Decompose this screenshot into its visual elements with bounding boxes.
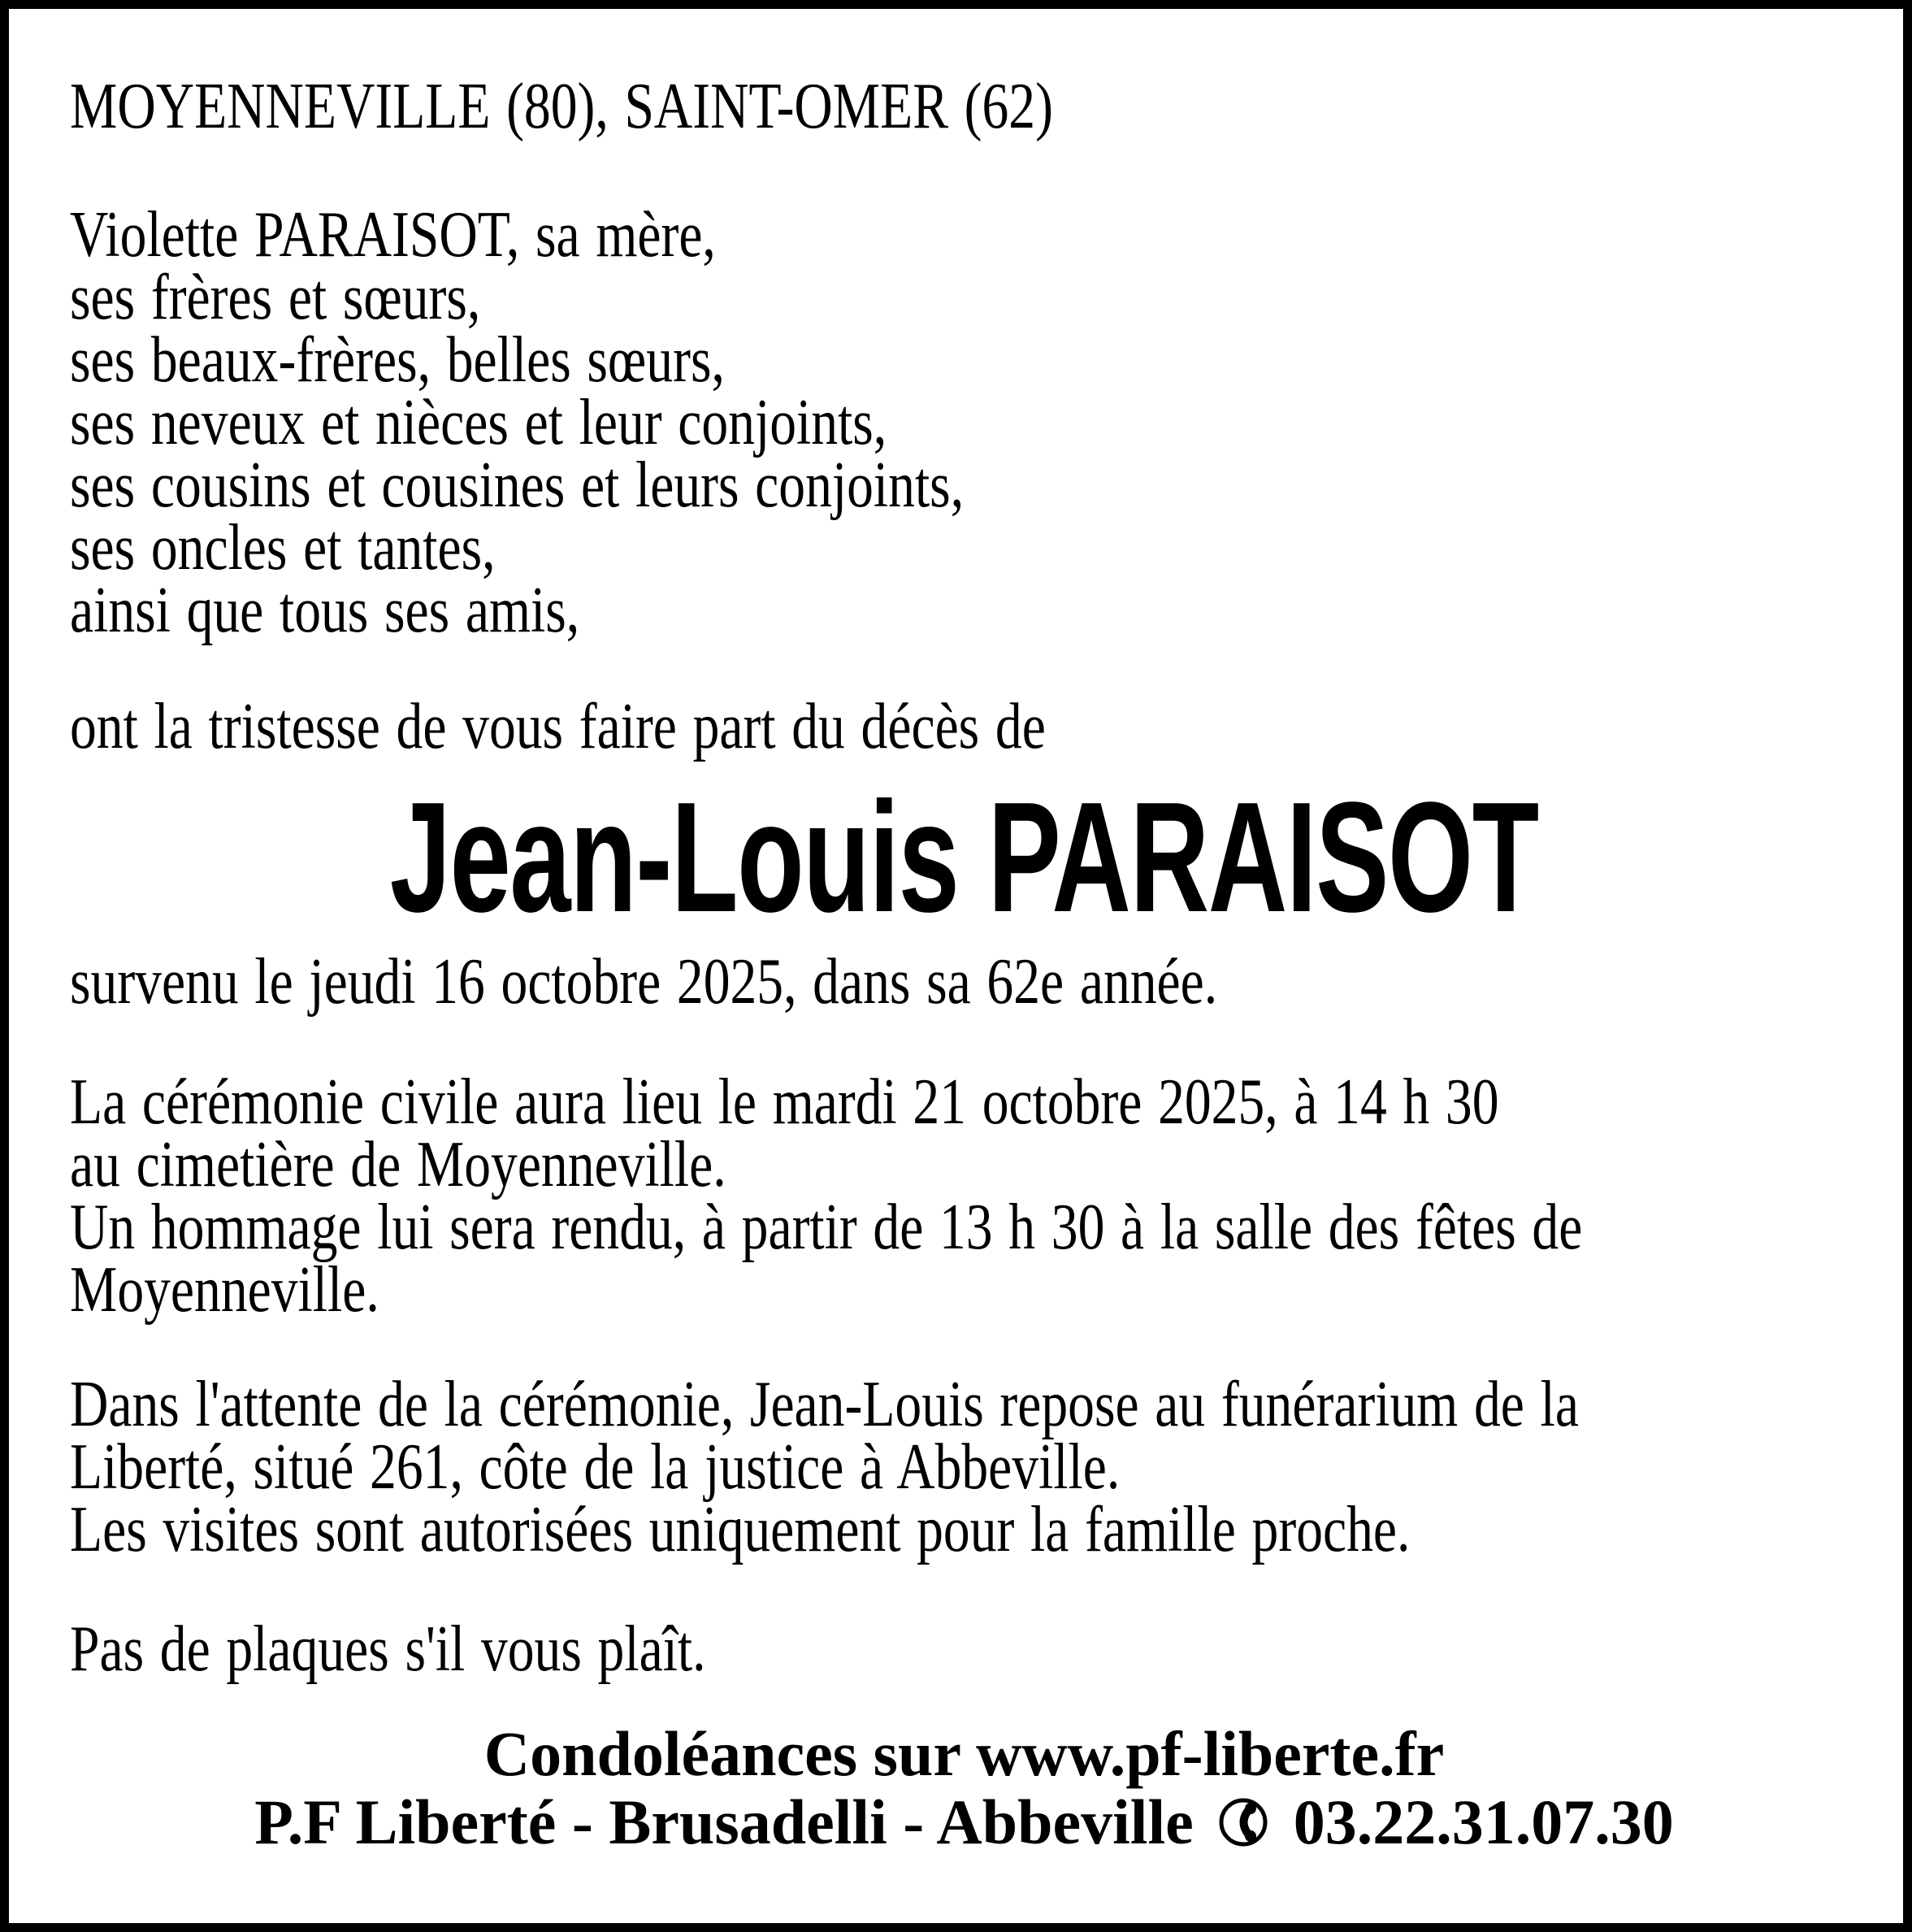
- repose-line: Les visites sont autorisées uniquement pour la famille proche.: [70, 1494, 1411, 1565]
- family-line: ses cousins et cousines et leurs conjoints,: [70, 449, 965, 521]
- family-line: ses frères et sœurs,: [70, 262, 481, 333]
- family-line: ses neveux et nièces et leur conjoints,: [70, 387, 887, 458]
- ceremony-line: au cimetière de Moyenneville.: [70, 1129, 726, 1200]
- funeral-home-name: P.F Liberté - Brusadelli - Abbeville: [254, 1787, 1194, 1857]
- deceased-name-row: [70, 769, 1858, 944]
- announcement-line: ont la tristesse de vous faire part du décès de: [70, 691, 1046, 762]
- family-line: Violette PARAISOT, sa mère,: [70, 199, 716, 271]
- notice-content: [9, 9, 1903, 1923]
- ceremony-line: Un hommage lui sera rendu, à partir de 13 h 30 à la salle des fêtes de: [70, 1192, 1583, 1263]
- repose-paragraph: [70, 1369, 1579, 1565]
- ceremony-line: La cérémonie civile aura lieu le mardi 21 octobre 2025, à 14 h 30: [70, 1066, 1499, 1138]
- condolences-line: Condoléances sur www.pf-liberte.fr: [483, 1718, 1445, 1789]
- repose-line: Liberté, situé 261, côte de la justice à Abbeville.: [70, 1431, 1121, 1503]
- ceremony-line: Moyenneville.: [70, 1254, 379, 1326]
- funeral-home-line: [70, 1787, 1858, 1857]
- family-line: ses oncles et tantes,: [70, 512, 496, 584]
- phone-icon: [1217, 1796, 1269, 1848]
- plaques-request-line: Pas de plaques s'il vous plaît.: [70, 1613, 706, 1685]
- phone-number: 03.22.31.07.30: [1293, 1787, 1674, 1857]
- family-line: ses beaux-frères, belles sœurs,: [70, 324, 725, 396]
- repose-line: Dans l'attente de la cérémonie, Jean-Louis repose au funérarium de la: [70, 1369, 1579, 1440]
- family-list: [70, 199, 1537, 646]
- death-info-line: survenu le jeudi 16 octobre 2025, dans sa 62e année.: [70, 946, 1218, 1018]
- deceased-name: Jean-Louis PARAISOT: [389, 769, 1539, 944]
- location-header: MOYENNEVILLE (80), SAINT-OMER (62): [70, 71, 1053, 142]
- ceremony-paragraph: [70, 1066, 1583, 1326]
- family-line: ainsi que tous ses amis,: [70, 575, 580, 646]
